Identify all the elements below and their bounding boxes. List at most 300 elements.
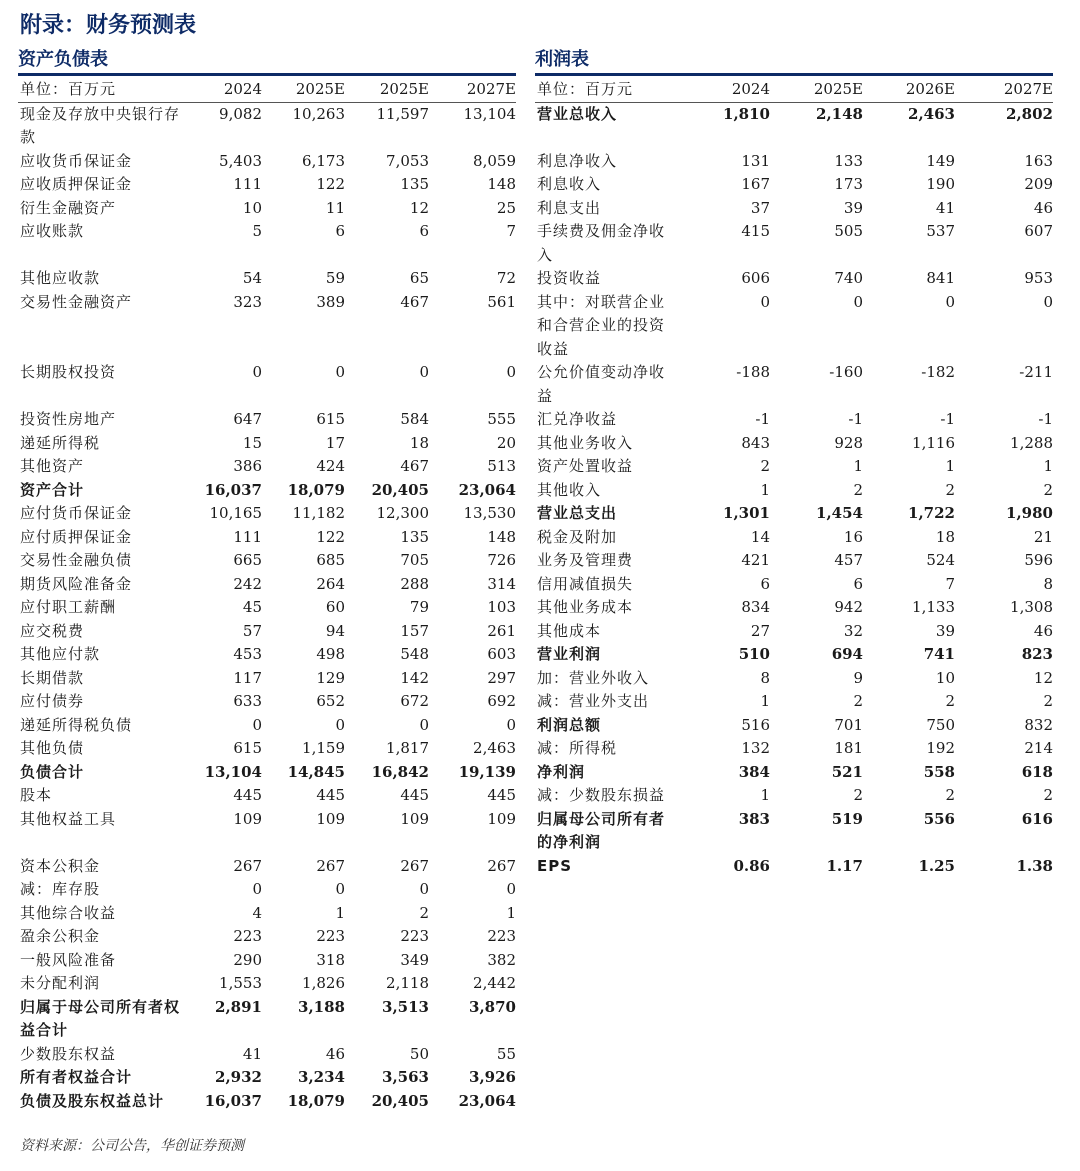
- row-value: 32: [843, 621, 863, 640]
- row-label: 减：少数股东损益: [537, 786, 666, 804]
- row-value: 0: [506, 715, 516, 734]
- row-value: 6: [760, 574, 770, 593]
- row-value: 318: [316, 950, 345, 969]
- row-value: 223: [316, 927, 345, 945]
- table-row: [535, 150, 1053, 174]
- row-value: 20,405: [371, 1091, 429, 1110]
- row-value: 694: [831, 645, 863, 663]
- row-value: 133: [834, 151, 863, 170]
- row-value: 60: [325, 598, 345, 616]
- row-value: 0: [419, 880, 429, 898]
- row-value: 1,980: [1006, 504, 1053, 522]
- row-value: 616: [1021, 809, 1053, 828]
- row-value: 1.17: [826, 856, 863, 875]
- row-value: 3,926: [469, 1068, 516, 1086]
- row-value: 109: [316, 809, 345, 828]
- row-label: 利息净收入: [537, 151, 618, 170]
- year-header: 2024: [680, 78, 770, 102]
- row-value: 633: [233, 692, 262, 710]
- row-value: 726: [487, 551, 516, 569]
- row-label: 应付质押保证金: [20, 527, 133, 546]
- row-value: 424: [316, 457, 345, 475]
- row-value: 16,037: [204, 1091, 262, 1110]
- table-row: [18, 949, 516, 973]
- row-value: 149: [926, 151, 955, 170]
- row-value: 1,133: [912, 598, 955, 616]
- row-value: 8,059: [473, 151, 516, 170]
- row-value: 692: [487, 692, 516, 710]
- row-value: 0: [335, 880, 345, 898]
- row-value: 467: [400, 292, 429, 311]
- row-label: 业务及管理费: [537, 551, 634, 569]
- row-value: 1,810: [723, 104, 770, 123]
- row-value: 445: [316, 786, 345, 804]
- row-value: 10,263: [292, 104, 345, 123]
- row-value: 39: [843, 198, 863, 217]
- table-row: [18, 996, 516, 1043]
- row-value: 1,159: [302, 739, 345, 757]
- row-label: 汇兑净收益: [537, 410, 618, 428]
- year-header: 2027E: [955, 78, 1053, 102]
- row-value: 109: [487, 809, 516, 828]
- row-label: 归属于母公司所有者权益合计: [20, 997, 181, 1039]
- row-value: 23,064: [458, 480, 516, 499]
- row-label: 长期借款: [20, 668, 85, 687]
- table-row: [18, 714, 516, 738]
- row-value: 46: [1033, 198, 1053, 217]
- row-value: 647: [233, 410, 262, 428]
- row-value: 2: [853, 692, 863, 710]
- row-value: 10: [935, 668, 955, 687]
- row-value: 2: [945, 692, 955, 710]
- table-header-row: [535, 78, 1053, 102]
- row-value: 129: [316, 668, 345, 687]
- row-label: 负债及股东权益总计: [20, 1091, 165, 1110]
- row-value: 510: [738, 645, 770, 663]
- row-value: 453: [233, 645, 262, 663]
- row-label: 应收账款: [20, 222, 85, 240]
- table-row: [535, 549, 1053, 573]
- row-value: 2: [1043, 786, 1053, 804]
- row-value: 20: [496, 433, 516, 452]
- row-value: 264: [316, 574, 345, 593]
- table-row: [18, 549, 516, 573]
- row-value: 173: [834, 175, 863, 193]
- year-header: 2025E: [262, 78, 345, 102]
- row-value: 167: [741, 175, 770, 193]
- row-label: 应付货币保证金: [20, 504, 133, 522]
- table-row: [18, 220, 516, 267]
- row-label: 现金及存放中央银行存款: [20, 104, 181, 146]
- table-row: [535, 573, 1053, 597]
- row-value: 701: [834, 715, 863, 734]
- row-value: 0: [506, 880, 516, 898]
- row-value: 163: [1024, 151, 1053, 170]
- row-value: -1: [848, 410, 863, 428]
- row-value: 513: [487, 457, 516, 475]
- row-value: 111: [233, 527, 262, 546]
- row-value: 314: [487, 574, 516, 593]
- table-row: [535, 596, 1053, 620]
- table-row: [18, 1090, 516, 1114]
- row-value: 10: [242, 198, 262, 217]
- row-value: 192: [926, 739, 955, 757]
- row-value: 1,826: [302, 974, 345, 992]
- row-value: 2: [1043, 692, 1053, 710]
- row-value: 23,064: [458, 1091, 516, 1110]
- table-row: [18, 643, 516, 667]
- row-value: 834: [741, 598, 770, 616]
- row-label: 其他业务成本: [537, 598, 634, 616]
- row-value: 79: [409, 598, 429, 616]
- row-value: 267: [316, 856, 345, 875]
- row-value: 16: [843, 527, 863, 546]
- table-row: [18, 1043, 516, 1067]
- row-label: 盈余公积金: [20, 927, 101, 945]
- row-value: 0: [419, 715, 429, 734]
- row-value: 555: [487, 410, 516, 428]
- row-label: 资产合计: [20, 480, 85, 499]
- source-note: 资料来源：公司公告，华创证券预测: [20, 1138, 244, 1154]
- row-value: 7: [945, 574, 955, 593]
- row-value: 18,079: [287, 1091, 345, 1110]
- table-row: [535, 197, 1053, 221]
- row-value: 467: [400, 457, 429, 475]
- row-value: -1: [940, 410, 955, 428]
- table-row: [18, 596, 516, 620]
- row-value: 389: [316, 292, 345, 311]
- table-row: [18, 737, 516, 761]
- table-row: [535, 714, 1053, 738]
- row-value: 242: [233, 574, 262, 593]
- row-value: 15: [242, 433, 262, 452]
- row-value: 223: [487, 927, 516, 945]
- row-value: 928: [834, 433, 863, 452]
- table-row: [18, 808, 516, 855]
- table-row: [535, 267, 1053, 291]
- unit-label: 单位：百万元: [18, 78, 181, 102]
- row-value: 505: [834, 222, 863, 240]
- row-label: 营业利润: [537, 645, 602, 663]
- table-row: [535, 620, 1053, 644]
- row-value: 1,308: [1010, 598, 1053, 616]
- row-value: 20,405: [371, 480, 429, 499]
- row-value: 2,118: [386, 974, 429, 992]
- unit-label: 单位：百万元: [535, 78, 680, 102]
- row-value: 386: [233, 457, 262, 475]
- row-label: 信用减值损失: [537, 574, 634, 593]
- table-row: [18, 267, 516, 291]
- row-label: 其他业务收入: [537, 433, 634, 452]
- row-value: 148: [487, 527, 516, 546]
- row-value: 18: [409, 433, 429, 452]
- row-value: 7: [506, 222, 516, 240]
- row-value: 117: [233, 668, 262, 687]
- table-row: [18, 361, 516, 408]
- table-row: [18, 784, 516, 808]
- row-value: 603: [487, 645, 516, 663]
- row-value: 46: [325, 1044, 345, 1063]
- row-value: 384: [738, 762, 770, 781]
- row-label: 税金及附加: [537, 527, 618, 546]
- row-value: 8: [1043, 574, 1053, 593]
- row-value: 823: [1021, 645, 1053, 663]
- row-label: 投资收益: [537, 269, 602, 287]
- row-value: 524: [926, 551, 955, 569]
- row-label: 利息收入: [537, 175, 602, 193]
- row-value: 349: [400, 950, 429, 969]
- row-value: 705: [400, 551, 429, 569]
- table-row: [535, 526, 1053, 550]
- row-label: 公允价值变动净收益: [537, 363, 666, 405]
- row-label: 其他收入: [537, 480, 602, 499]
- table-row: [18, 150, 516, 174]
- row-value: 13,104: [204, 762, 262, 781]
- table-row: [535, 291, 1053, 362]
- year-header: 2027E: [429, 78, 516, 102]
- row-value: 516: [741, 715, 770, 734]
- row-label: 归属母公司所有者的净利润: [537, 809, 666, 851]
- row-value: 6: [419, 222, 429, 240]
- row-label: 其他权益工具: [20, 809, 117, 828]
- table-row: [18, 902, 516, 926]
- row-label: 手续费及佣金净收入: [537, 222, 666, 264]
- row-value: 223: [400, 927, 429, 945]
- row-value: 3,234: [298, 1068, 345, 1086]
- row-value: 181: [834, 739, 863, 757]
- row-value: 741: [923, 645, 955, 663]
- row-label: 长期股权投资: [20, 363, 117, 381]
- row-label: 其他应收款: [20, 269, 101, 287]
- table-row: [535, 173, 1053, 197]
- row-value: 1,553: [219, 974, 262, 992]
- table-row: [18, 690, 516, 714]
- row-value: 0: [335, 715, 345, 734]
- row-label: 营业总收入: [537, 104, 618, 123]
- row-value: 415: [741, 222, 770, 240]
- row-value: 0: [760, 292, 770, 311]
- row-value: 122: [316, 527, 345, 546]
- row-value: 445: [233, 786, 262, 804]
- row-value: 12: [1033, 668, 1053, 687]
- row-value: 652: [316, 692, 345, 710]
- row-label: 应收货币保证金: [20, 151, 133, 170]
- balance-sheet-panel: [18, 46, 516, 1113]
- row-value: 445: [400, 786, 429, 804]
- row-label: 其他负债: [20, 739, 85, 757]
- row-value: 50: [409, 1044, 429, 1063]
- row-value: 122: [316, 175, 345, 193]
- row-label: 负债合计: [20, 762, 85, 781]
- row-label: 其他综合收益: [20, 903, 117, 922]
- table-row: [18, 573, 516, 597]
- row-label: 递延所得税: [20, 433, 101, 452]
- row-value: 109: [400, 809, 429, 828]
- row-value: 214: [1024, 739, 1053, 757]
- row-value: 94: [325, 621, 345, 640]
- year-header: 2025E: [345, 78, 429, 102]
- row-value: 618: [1021, 762, 1053, 781]
- row-label: 其他资产: [20, 457, 85, 475]
- row-label: EPS: [537, 856, 573, 875]
- table-row: [18, 878, 516, 902]
- row-value: 7,053: [386, 151, 429, 170]
- row-label: 营业总支出: [537, 504, 618, 522]
- row-value: 832: [1024, 715, 1053, 734]
- row-value: 0: [252, 715, 262, 734]
- row-value: 72: [496, 269, 516, 287]
- table-row: [535, 102, 1053, 150]
- row-value: 132: [741, 739, 770, 757]
- row-value: 14,845: [287, 762, 345, 781]
- row-label: 应交税费: [20, 621, 85, 640]
- table-header-row: [18, 78, 516, 102]
- row-label: 加：营业外收入: [537, 668, 650, 687]
- row-value: 2: [1043, 480, 1053, 499]
- table-row: [535, 455, 1053, 479]
- row-value: 16,037: [204, 480, 262, 499]
- table-row: [18, 502, 516, 526]
- row-value: 672: [400, 692, 429, 710]
- row-value: 65: [409, 269, 429, 287]
- row-value: 0: [335, 363, 345, 381]
- row-value: 39: [935, 621, 955, 640]
- row-label: 衍生金融资产: [20, 198, 117, 217]
- row-value: 2: [419, 903, 429, 922]
- row-value: 16,842: [371, 762, 429, 781]
- row-label: 应付职工薪酬: [20, 598, 117, 616]
- row-value: 1,817: [386, 739, 429, 757]
- row-value: 131: [741, 151, 770, 170]
- row-value: 6: [853, 574, 863, 593]
- row-value: 0: [252, 363, 262, 381]
- row-label: 其中：对联营企业和合营企业的投资收益: [537, 292, 666, 358]
- table-row: [18, 102, 516, 150]
- table-row: [18, 479, 516, 503]
- row-label: 未分配利润: [20, 974, 101, 992]
- row-value: 37: [750, 198, 770, 217]
- row-value: 290: [233, 950, 262, 969]
- row-value: 148: [487, 175, 516, 193]
- row-value: -1: [1038, 410, 1053, 428]
- row-value: 12: [409, 198, 429, 217]
- row-value: 13,530: [463, 504, 516, 522]
- table-row: [535, 855, 1053, 879]
- row-value: 297: [487, 668, 516, 687]
- row-value: 584: [400, 410, 429, 428]
- row-value: 3,870: [469, 997, 516, 1016]
- row-value: 111: [233, 175, 262, 193]
- row-value: 607: [1024, 222, 1053, 240]
- row-label: 交易性金融负债: [20, 551, 133, 569]
- row-value: 41: [935, 198, 955, 217]
- row-label: 应收质押保证金: [20, 175, 133, 193]
- row-value: 1: [335, 903, 345, 922]
- row-value: 8: [760, 668, 770, 687]
- row-value: 3,188: [298, 997, 345, 1016]
- table-row: [535, 408, 1053, 432]
- row-value: 615: [233, 739, 262, 757]
- row-value: 2: [853, 786, 863, 804]
- row-label: 减：营业外支出: [537, 692, 650, 710]
- row-value: 2: [760, 457, 770, 475]
- row-value: 11,597: [376, 104, 429, 123]
- table-row: [18, 1066, 516, 1090]
- row-value: 27: [750, 621, 770, 640]
- table-row: [18, 432, 516, 456]
- row-label: 投资性房地产: [20, 410, 117, 428]
- row-value: 2,442: [473, 974, 516, 992]
- row-value: -1: [755, 410, 770, 428]
- row-value: 3,513: [382, 997, 429, 1016]
- row-value: 841: [926, 269, 955, 287]
- row-value: 383: [738, 809, 770, 828]
- income-statement-table: [535, 78, 1053, 878]
- row-label: 利润总额: [537, 715, 602, 734]
- row-value: 45: [242, 598, 262, 616]
- row-value: 6,173: [302, 151, 345, 170]
- table-row: [18, 408, 516, 432]
- table-row: [18, 526, 516, 550]
- table-row: [18, 667, 516, 691]
- row-label: 股本: [20, 786, 53, 804]
- row-value: 1,116: [912, 433, 955, 452]
- row-value: 190: [926, 175, 955, 193]
- row-value: 25: [496, 198, 516, 217]
- table-row: [535, 690, 1053, 714]
- row-value: 2: [945, 786, 955, 804]
- table-row: [18, 197, 516, 221]
- table-row: [18, 972, 516, 996]
- row-value: 267: [233, 856, 262, 875]
- table-row: [535, 479, 1053, 503]
- balance-sheet-title: 资产负债表: [18, 46, 516, 76]
- row-value: 46: [1033, 621, 1053, 640]
- row-value: 953: [1024, 269, 1053, 287]
- row-value: 11: [325, 198, 345, 217]
- row-value: 6: [335, 222, 345, 240]
- row-value: 537: [926, 222, 955, 240]
- row-value: 2,932: [215, 1068, 262, 1086]
- row-value: 615: [316, 410, 345, 428]
- row-value: 2,148: [816, 104, 863, 123]
- row-value: 261: [487, 621, 516, 640]
- row-value: 59: [325, 269, 345, 287]
- row-value: 519: [831, 809, 863, 828]
- row-label: 资本公积金: [20, 856, 101, 875]
- row-label: 减：库存股: [20, 880, 101, 898]
- row-label: 其他成本: [537, 621, 602, 640]
- row-value: 103: [487, 598, 516, 616]
- row-value: 0: [419, 363, 429, 381]
- table-row: [535, 737, 1053, 761]
- row-value: 13,104: [463, 104, 516, 123]
- row-label: 交易性金融资产: [20, 292, 133, 311]
- row-value: 135: [400, 175, 429, 193]
- row-value: 2: [853, 480, 863, 499]
- balance-sheet-table: [18, 78, 516, 1113]
- row-value: -182: [921, 363, 955, 381]
- row-label: 期货风险准备金: [20, 574, 133, 593]
- row-value: 2,463: [908, 104, 955, 123]
- table-row: [535, 667, 1053, 691]
- row-label: 利息支出: [537, 198, 602, 217]
- row-value: 0: [506, 363, 516, 381]
- row-value: 3,563: [382, 1068, 429, 1086]
- row-value: 288: [400, 574, 429, 593]
- row-value: 2: [945, 480, 955, 499]
- table-row: [535, 361, 1053, 408]
